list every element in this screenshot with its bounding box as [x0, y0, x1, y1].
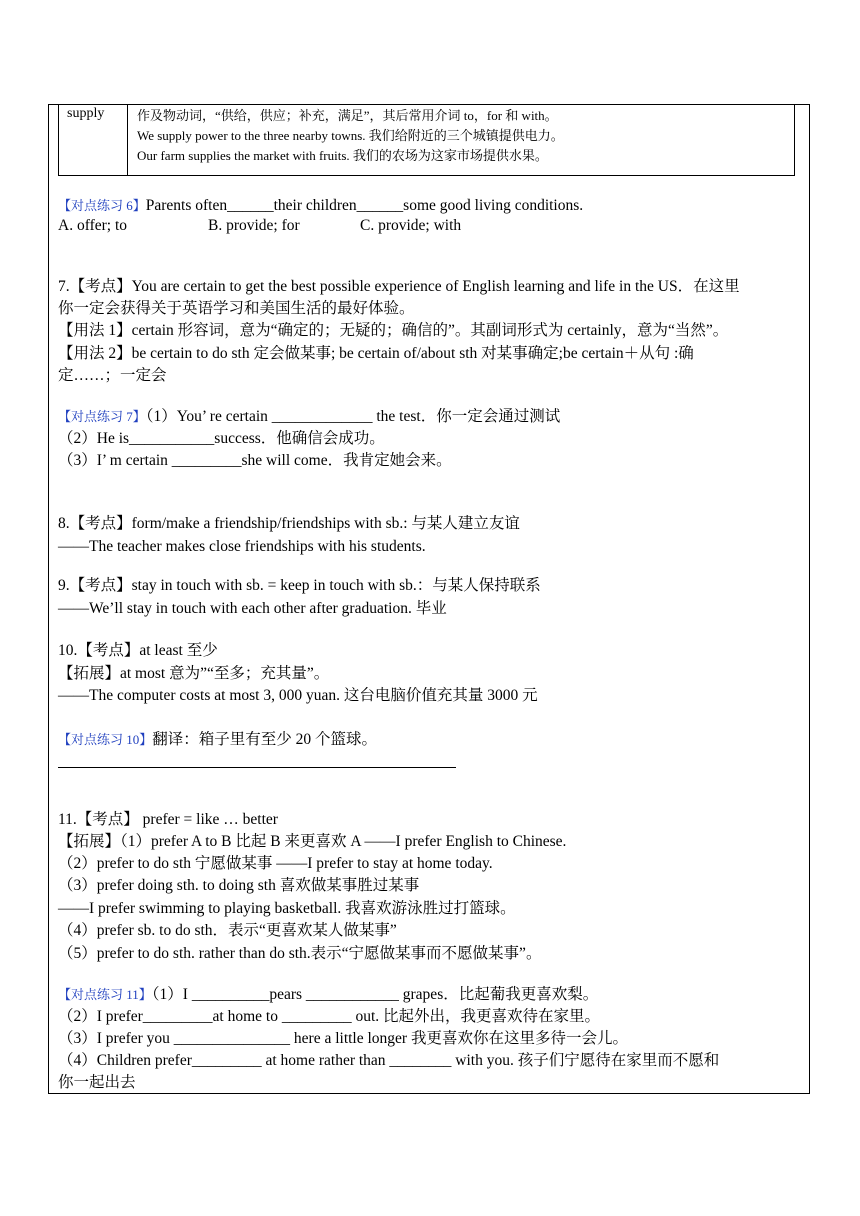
question-text: （1）You’ re certain _____________ the test．你一定会通过测试 — [145, 408, 561, 425]
section-11-line2: 【拓展】（1）prefer A to B 比起 B 来更喜欢 A ——I prefer English to Chinese. — [58, 833, 567, 850]
section-9-line2: ——We’ll stay in touch with each other after graduation. 毕业 — [58, 600, 447, 617]
section-11-line5: ——I prefer swimming to playing basketball. 我喜欢游泳胜过打篮球。 — [58, 900, 516, 917]
definition-line: Our farm supplies the market with fruits. 我们的农场为这家市场提供水果。 — [137, 148, 548, 163]
supply-table — [58, 104, 795, 176]
answer-line — [58, 767, 456, 768]
section-9-line1: 9.【考点】stay in touch with sb. = keep in touch with sb.：与某人保持联系 — [58, 577, 541, 594]
option-b: B. provide; for — [208, 217, 300, 234]
practice-6-options — [58, 216, 462, 236]
table-definitions — [137, 106, 564, 166]
section-10-line2: 【拓展】at most 意为”“至多；充其量”。 — [58, 665, 330, 682]
section-7-usage2: 【用法 2】be certain to do sth 定会做某事; be certain of/about sth 对某事确定;be certain＋从句 :确 — [58, 345, 694, 362]
section-11-line6: （4）prefer sb. to do sth．表示“更喜欢某人做某事” — [58, 922, 397, 939]
table-divider — [127, 104, 128, 175]
section-7-line2: 你一定会获得关于英语学习和美国生活的最好体验。 — [58, 300, 415, 317]
option-c: C. provide; with — [360, 217, 462, 234]
practice-11-q2: （2）I prefer_________at home to _________ out. 比起外出，我更喜欢待在家里。 — [58, 1008, 601, 1025]
section-7-usage2-cont: 定……；一定会 — [58, 367, 167, 384]
definition-line: We supply power to the three nearby towns. 我们给附近的三个城镇提供电力。 — [137, 128, 564, 143]
practice-7-q2: （2）He is___________success．他确信会成功。 — [58, 430, 385, 447]
table-word: supply — [67, 106, 105, 121]
practice-7-q1 — [58, 407, 560, 427]
practice-tag: 【对点练习 6】 — [58, 198, 146, 213]
section-11-line4: （3）prefer doing sth. to doing sth 喜欢做某事胜过某事 — [58, 877, 420, 894]
practice-tag: 【对点练习 7】 — [58, 409, 146, 424]
practice-11-q1 — [58, 985, 598, 1005]
question-text: （1）I __________pears ____________ grapes．比起葡我更喜欢梨。 — [151, 986, 599, 1003]
practice-11-q4: （4）Children prefer_________ at home rather than ________ with you. 孩子们宁愿待在家里而不愿和 — [58, 1052, 720, 1069]
practice-tag: 【对点练习 10】 — [58, 732, 153, 747]
section-11-line1: 11.【考点】 prefer = like … better — [58, 811, 278, 828]
practice-10-question — [58, 730, 377, 750]
practice-6-question — [58, 196, 583, 216]
practice-11-q3: （3）I prefer you _______________ here a little longer 我更喜欢你在这里多待一会儿。 — [58, 1030, 628, 1047]
section-7-usage1: 【用法 1】certain 形容词，意为“确定的；无疑的；确信的”。其副词形式为 certainly，意为“当然”。 — [58, 322, 729, 339]
section-10-line3: ——The computer costs at most 3, 000 yuan. 这台电脑价值充其量 3000 元 — [58, 687, 538, 704]
option-a: A. offer; to — [58, 217, 128, 234]
question-text: 翻译：箱子里有至少 20 个篮球。 — [152, 731, 378, 748]
question-text: Parents often______their children______some good living conditions. — [145, 197, 584, 214]
practice-7-q3: （3）I’ m certain _________she will come．我肯定她会来。 — [58, 452, 452, 469]
section-11-line7: （5）prefer to do sth. rather than do sth.表示“宁愿做某事而不愿做某事”。 — [58, 945, 542, 962]
section-10-line1: 10.【考点】at least 至少 — [58, 642, 218, 659]
section-11-line3: （2）prefer to do sth 宁愿做某事 ——I prefer to stay at home today. — [58, 855, 493, 872]
practice-tag: 【对点练习 11】 — [58, 987, 152, 1002]
section-8-line2: ——The teacher makes close friendships with his students. — [58, 538, 426, 555]
section-8-line1: 8.【考点】form/make a friendship/friendships with sb.: 与某人建立友谊 — [58, 515, 520, 532]
section-7-line1: 7.【考点】You are certain to get the best possible experience of English learning and life in the US．在这里 — [58, 278, 740, 295]
practice-11-q4-cont: 你一起出去 — [58, 1074, 136, 1091]
definition-line: 作及物动词，“供给，供应；补充，满足”，其后常用介词 to，for 和 with。 — [137, 108, 558, 123]
